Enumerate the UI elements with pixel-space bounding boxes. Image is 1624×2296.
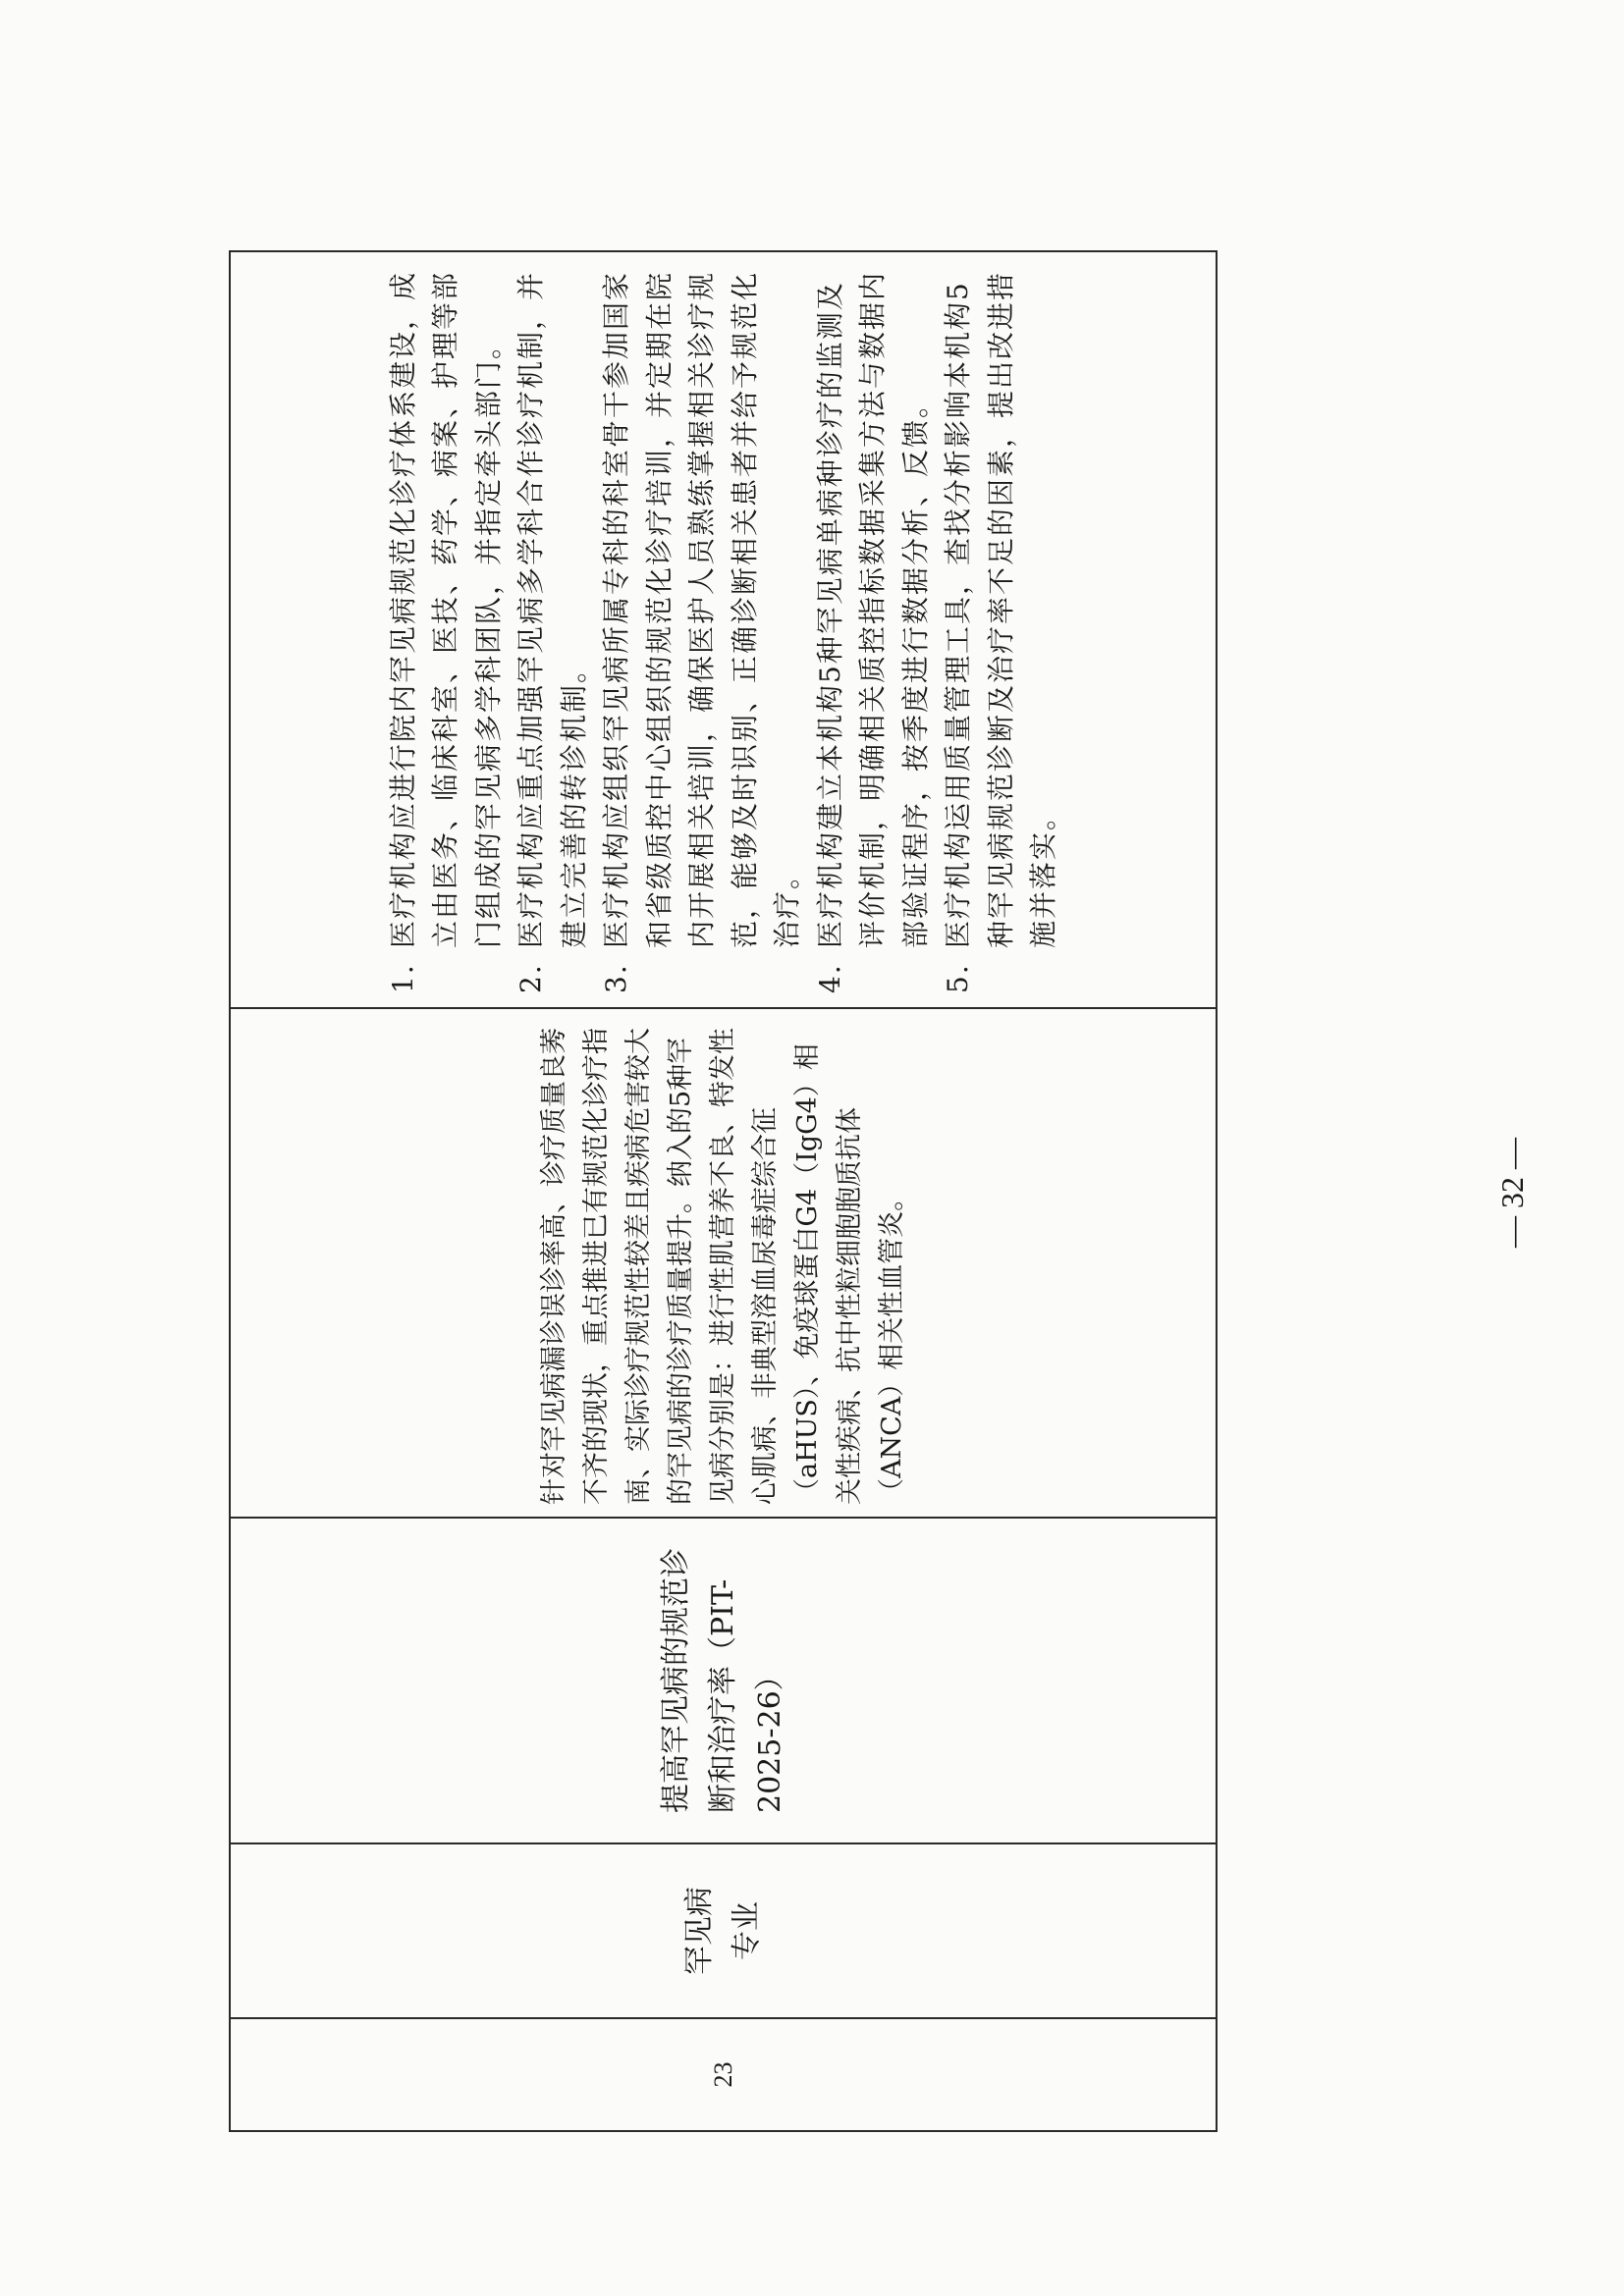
rotated-table-wrapper [229, 252, 1218, 2132]
goal-text: 提高罕见病的规范诊断和治疗率（PIT-2025-26） [658, 1548, 787, 1813]
major-cell [230, 1843, 1217, 2018]
row-number: 23 [708, 2061, 737, 2088]
measure-text: 医疗机构建立本机构5种罕见病单病种诊疗的监测及评价机制，明确相关质控指标数据采集方法与数据内部验证程序，按季度进行数据分析、反馈。 [813, 270, 932, 948]
measure-number: 3. [600, 963, 632, 993]
measure-text: 医疗机构应进行院内罕见病规范化诊疗体系建设，成立由医务、临床科室、医技、药学、病案、护理等部门组成的罕见病多学科团队，并指定牵头部门。 [386, 270, 505, 948]
quality-improvement-table [229, 250, 1218, 2132]
measure-text: 医疗机构应重点加强罕见病多学科合作诊疗机制，并建立完善的转诊机制。 [514, 270, 590, 948]
list-item [382, 266, 511, 993]
list-item [595, 266, 809, 993]
page-number: — 32 — [1494, 1138, 1530, 1248]
table-row [230, 251, 1217, 2131]
description-text: 针对罕见病漏诊误诊率高、诊疗质量良莠不齐的现状，重点推进已有规范化诊疗指南、实际诊疗规范性较差且疾病危害较大的罕见病的诊疗质量提升。纳入的5种罕见病分别是：进行性肌营养不良、特发性心肌病、非典型溶血尿毒症综合征（aHUS）、免疫球蛋白G4（IgG4）相关性疾病、抗中性粒细胞胞质抗体（ANCA）相关性血管炎。 [539, 1028, 907, 1505]
list-item [510, 266, 595, 993]
goal-cell [230, 1518, 1217, 1843]
measures-cell [230, 251, 1217, 1008]
major-name: 罕见病专业 [681, 1887, 764, 1975]
description-cell [230, 1008, 1217, 1518]
list-item [809, 266, 938, 993]
measure-number: 2. [514, 963, 547, 993]
measure-number: 1. [386, 963, 419, 993]
measure-text: 医疗机构运用质量管理工具，查找分析影响本机构5种罕见病规范诊断及治疗率不足的因素，提出改进措施并落实。 [942, 270, 1059, 948]
measure-text: 医疗机构应组织罕见病所属专科的科室骨干参加国家和省级质控中心组织的规范化诊疗培训，并定期在院内开展相关培训，确保医护人员熟练掌握相关诊疗规范，能够及时识别、正确诊断相关患者并给予规范化治疗。 [600, 270, 803, 948]
measure-number: 4. [813, 963, 846, 993]
list-item [937, 266, 1065, 993]
row-number-cell [230, 2018, 1217, 2131]
measure-number: 5. [942, 963, 974, 993]
